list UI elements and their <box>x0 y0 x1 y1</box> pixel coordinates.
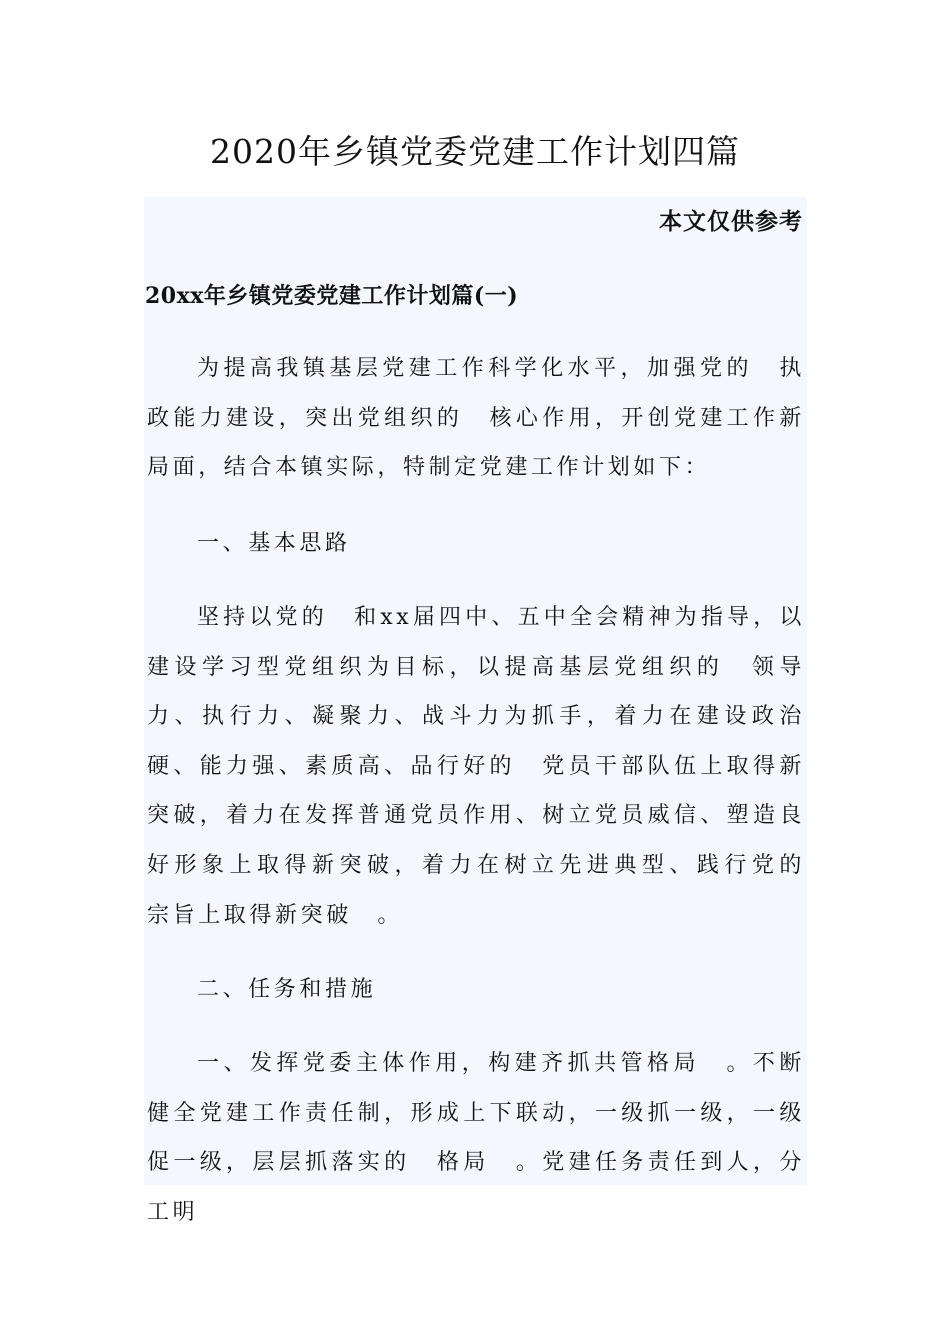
subheading-tasks-measures: 二、任务和措施 <box>197 977 377 1002</box>
approach-paragraph: 坚持以党的 和xx届四中、五中全会精神为指导，以建设学习型党组织为目标，以提高基层党组织的 领导力、执行力、凝聚力、战斗力为抓手，着力在建设政治硬、能力强、素质高、品行好的 党员干部队伍上取得新突破，着力在发挥普通党员作用、树立党员威信、塑造良好形象上取得新突破，着力在树立先进典型、践行党的 宗旨上取得新突破 。 <box>147 605 831 928</box>
document-body <box>144 197 831 1225</box>
section-heading: 20xx年乡镇党委党建工作计划篇(一) <box>145 283 519 309</box>
reference-note: 本文仅供参考 <box>659 208 803 235</box>
subheading-basic-approach: 一、基本思路 <box>197 531 351 556</box>
tasks-paragraph: 一、发挥党委主体作用，构建齐抓共管格局 。不断健全党建工作责任制，形成上下联动，一级抓一级，一级促一级，层层抓落实的 格局 。党建任务责任到人，分工明 <box>147 1051 805 1225</box>
intro-paragraph: 为提高我镇基层党建工作科学化水平，加强党的 执政能力建设，突出党组织的 核心作用，开创党建工作新局面，结合本镇实际，特制定党建工作计划如下： <box>147 356 805 481</box>
document-title: 2020年乡镇党委党建工作计划四篇 <box>210 132 740 171</box>
